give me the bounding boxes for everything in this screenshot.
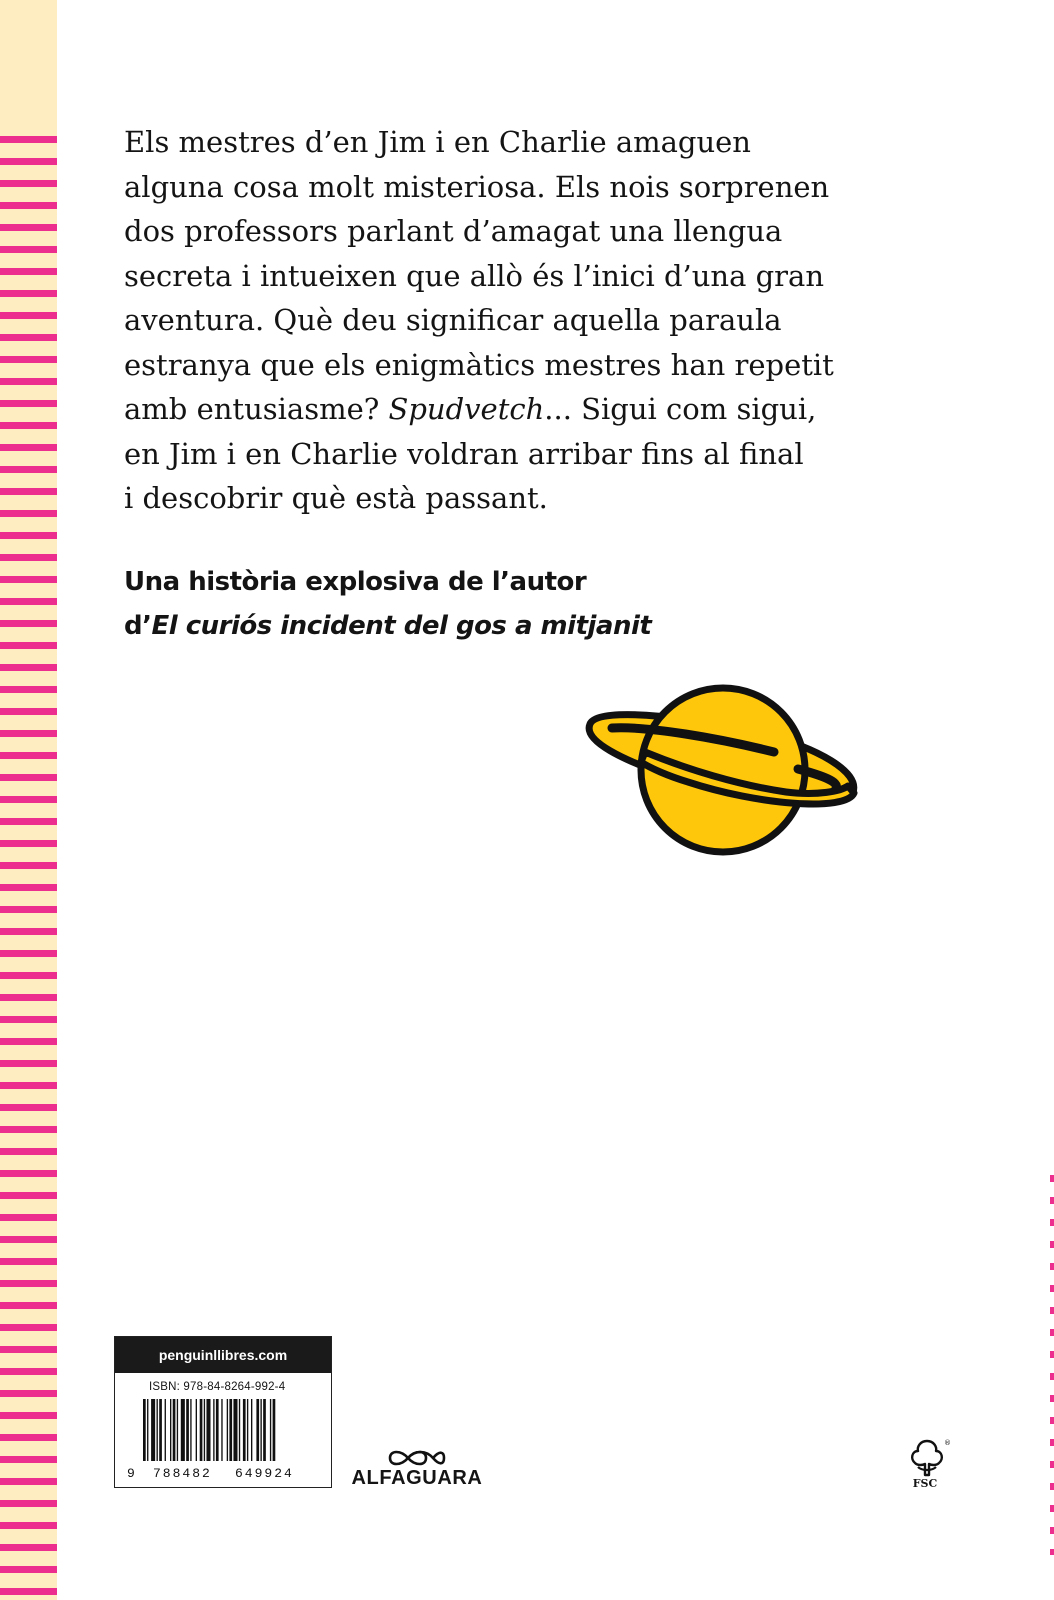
barcode-box: [114, 1336, 332, 1488]
barcode-bar: [196, 1399, 197, 1461]
barcode-bar: [213, 1399, 214, 1461]
blurb-line-mixed: [124, 387, 844, 432]
right-edge-stripes: [1050, 1175, 1054, 1555]
barcode-bar: [243, 1399, 246, 1461]
tagline: [124, 560, 824, 648]
barcode-bar: [147, 1399, 148, 1461]
spine-stripes: [0, 136, 57, 1600]
barcode-bar: [143, 1399, 146, 1461]
barcode-bar: [200, 1399, 203, 1461]
barcode-digits-right: 649924: [235, 1466, 294, 1481]
tagline-line: Una història explosiva de l’autor: [124, 567, 587, 597]
barcode-bar: [229, 1399, 232, 1461]
fsc-tree-icon: [900, 1437, 954, 1479]
isbn-label: ISBN: 978-84-8264-992-4: [149, 1381, 286, 1393]
blurb-line: Els mestres d’en Jim i en Charlie amaguen: [124, 125, 751, 159]
tagline-line: [124, 604, 824, 648]
barcode-bar: [247, 1399, 248, 1461]
barcode-bars: [125, 1399, 325, 1481]
barcode-bar: [227, 1399, 228, 1461]
website-url: penguinllibres.com: [115, 1337, 331, 1373]
blurb-line: secreta i intueixen que allò és l’inici d’una gran: [124, 258, 824, 293]
blurb-text: [124, 120, 844, 521]
spine-band: [0, 0, 57, 1600]
spudvetch-word: Spudvetch: [388, 392, 545, 426]
barcode-bar: [177, 1399, 178, 1461]
blurb-line: dos professors parlant d’amagat una llengua: [124, 214, 783, 248]
fsc-label: FSC: [912, 1477, 938, 1490]
blurb-line: i descobrir què està passant.: [124, 481, 548, 515]
barcode-bar: [216, 1399, 219, 1461]
book-title: El curiós incident del gos a mitjanit: [151, 611, 652, 641]
barcode-bar: [190, 1399, 191, 1461]
blurb-line: aventura. Què deu significar aquella paraula: [124, 303, 782, 337]
barcode-bar: [206, 1399, 210, 1461]
alfaguara-logo: [349, 1447, 485, 1495]
alfaguara-infinity-icon: [386, 1447, 448, 1469]
tagline-prefix: d’: [124, 611, 152, 641]
fsc-logo: [900, 1437, 954, 1497]
registered-mark: ®: [944, 1439, 951, 1447]
blurb-line: en Jim i en Charlie voldran arribar fins al final: [124, 436, 804, 471]
barcode-bar: [165, 1399, 166, 1461]
barcode-bar: [151, 1399, 155, 1461]
barcode-digit-lead: 9: [127, 1466, 135, 1481]
planet-icon: [578, 672, 860, 862]
barcode-bar: [181, 1399, 185, 1461]
barcode-bar: [157, 1399, 158, 1461]
barcode-bar: [273, 1399, 276, 1461]
barcode-bar: [256, 1399, 259, 1461]
barcode-bar: [239, 1399, 240, 1461]
barcode-bar: [204, 1399, 205, 1461]
blurb-line: alguna cosa molt misteriosa. Els nois sorprenen: [124, 169, 830, 204]
publisher-name: ALFAGUARA: [351, 1467, 483, 1489]
blurb-segment: amb entusiasme?: [124, 392, 389, 426]
blurb-line: estranya que els enigmàtics mestres han repetit: [124, 347, 834, 382]
barcode-digits-left: 788482: [153, 1466, 212, 1481]
barcode-bar: [186, 1399, 189, 1461]
barcode-bar: [233, 1399, 237, 1461]
barcode-bar: [263, 1399, 266, 1461]
barcode-bar: [159, 1399, 162, 1461]
blurb-segment: ... Sigui com sigui,: [544, 392, 817, 426]
barcode-bar: [260, 1399, 261, 1461]
barcode-bar: [251, 1399, 252, 1461]
barcode-bar: [173, 1399, 176, 1461]
barcode-bar: [270, 1399, 271, 1461]
barcode-bar: [170, 1399, 171, 1461]
barcode-bar: [221, 1399, 222, 1461]
